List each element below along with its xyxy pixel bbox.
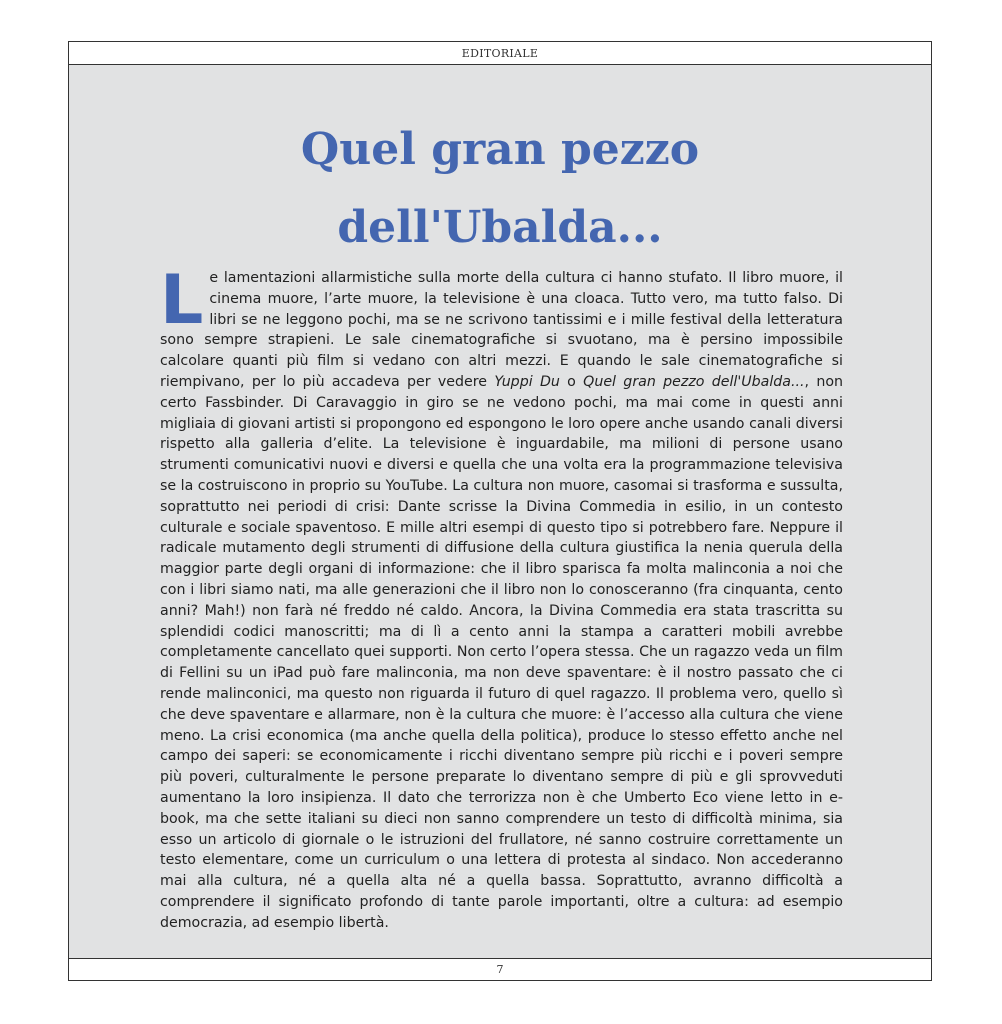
body-text-1: e lamentazioni allarmistiche sulla morte della cultura ci hanno stufato. Il libro muore, il cinema muore, l’arte muore, la televisione è una cloaca. Tutto vero, ma tutto falso. Di libri se ne leggono pochi, ma se ne scrivono tantissimi e i mille festival della letteratura sono sempre strapieni. Le sale cinematografiche si svuotano, ma è persino impossibile calcolare quanti più film si vedano con altri mezzi. E quando le sale cinematografiche si riempivano, per lo più accadeva per vedere [160,270,843,390]
film-title-2: Quel gran pezzo dell'Ubalda... [583,373,805,390]
article-body [160,261,844,934]
film-title-1: Yuppi Du [494,373,560,390]
title-line-2: dell'Ubalda... [337,202,663,253]
body-text-3: , non certo Fassbinder. Di Caravaggio in giro se ne vedono pochi, ma mai come in questi anni migliaia di giovani artisti si propongono ed espongono le loro opere anche usando canali diversi rispetto alla galleria d’elite. La televisione è inguardabile, ma milioni di persone usano strumenti comunicativi nuovi e diversi e quella che una volta era la programmazione televisiva se la costruiscono in proprio su YouTube. La cultura non muore, casomai si trasforma e sussulta, soprattutto nei periodi di crisi: Dante scrisse la Divina Commedia in esilio, in un contesto culturale e sociale spaventoso. E mille altri esempi di questo tipo si potrebbero fare. Neppure il radicale mutamento degli strumenti di diffusione della cultura giustifica la nenia querula della maggior parte degli organi di informazione: che il libro sparisca fa molta malinconia a noi che con i libri siamo nati, ma alle generazioni che il libro non lo conosceranno (fra cinquanta, cento anni? Mah!) non farà né freddo né caldo. Ancora, la Divina Commedia era stata trascritta su splendidi codici manoscritti; ma di lì a cento anni la stampa a caratteri mobili avrebbe completamente cancellato quei supporti. Non certo l’opera stessa. Che un ragazzo veda un film di Fellini su un iPad può fare malinconia, ma non deve spaventare: è il nostro passato che ci rende malinconici, ma questo non riguarda il futuro di quel ragazzo. Il problema vero, quello sì che deve spaventare e allarmare, non è la cultura che muore: è l’accesso alla cultura che viene meno. La crisi economica (ma anche quella della politica), produce lo stesso effetto anche nel campo dei saperi: se economicamente i ricchi diventano sempre più ricchi e i poveri sempre più poveri, culturalmente le persone preparate lo diventano sempre di più e gli sprovveduti aumentano la loro insipienza. Il dato che terrorizza non è che Umberto Eco viene letto in e-book, ma che sette italiani su dieci non sanno comprendere un testo di difficoltà minima, sia esso un articolo di giornale o le istruzioni del frullatore, né sanno costruire correttamente un testo elementare, come un curriculum o una lettera di protesta al sindaco. Non accederanno mai alla cultura, né a quella alta né a quella bassa. Soprattutto, avranno difficoltà a comprendere il significato profondo di tante parole importanti, oltre a cultura: ad esempio democrazia, ad esempio libertà. [160,373,844,931]
drop-cap: L [160,261,204,340]
page-frame [68,41,932,981]
article-title [69,111,931,267]
body-text-2: o [559,373,584,390]
article-area [69,65,931,960]
title-line-1: Quel gran pezzo [300,124,700,175]
page-number: 7 [496,963,504,976]
page-footer [69,958,931,980]
section-label: EDITORIALE [461,46,539,60]
section-header [69,42,931,65]
